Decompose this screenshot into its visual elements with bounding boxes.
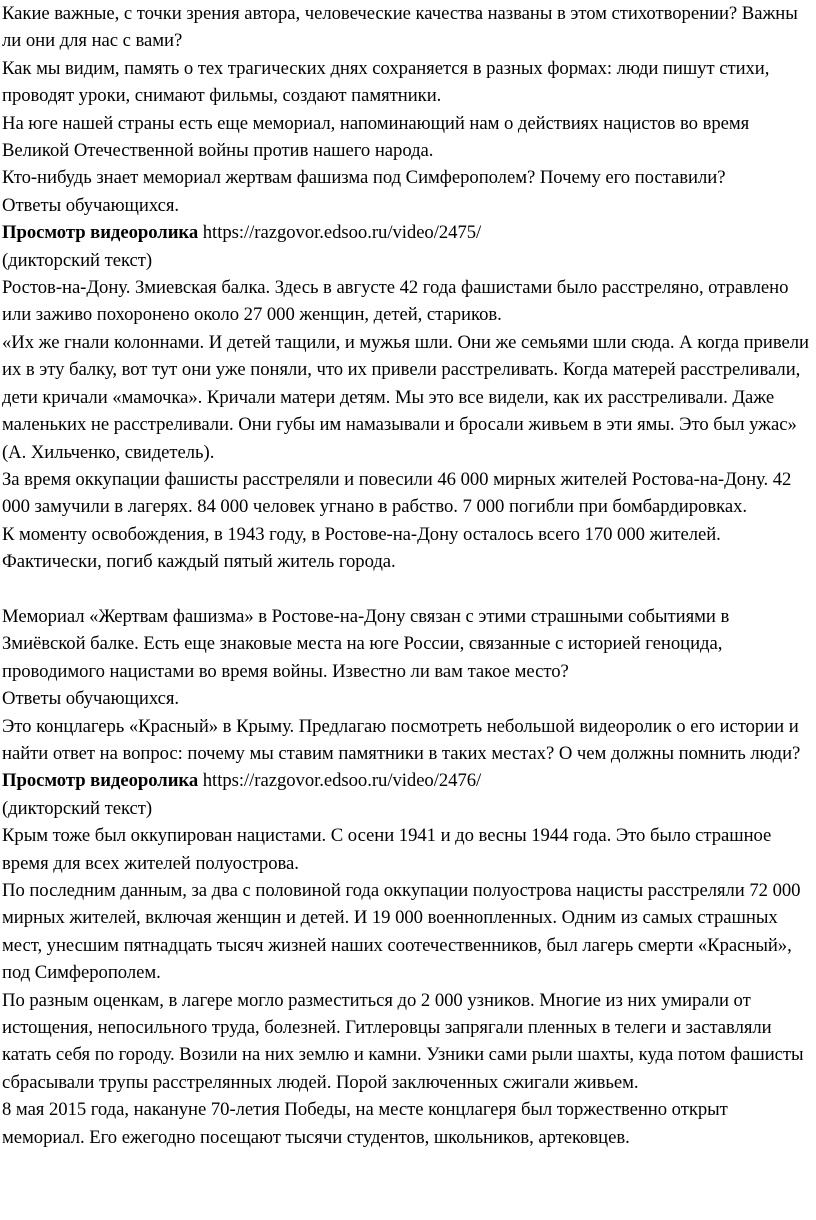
video-url-1[interactable]: https://razgovor.edsoo.ru/video/2475/	[198, 222, 482, 244]
video-label-2: Просмотр видеоролика	[2, 770, 199, 792]
paragraph-question-simferopol: Кто-нибудь знает мемориал жертвам фашизма под Симферополем? Почему его поставили?	[2, 167, 726, 189]
paragraph-crimea-occupation: Крым тоже был оккупирован нацистами. С осени 1941 и до весны 1944 года. Это было страшное время для всех жителей полуострова.	[2, 825, 772, 874]
paragraph-rostov-intro: Ростов-на-Дону. Змиевская балка. Здесь в августе 42 года фашистами было расстреляно, отравлено или заживо похоронено около 27 000 женщин, детей, стариков.	[2, 277, 789, 326]
paragraph-spacer	[2, 576, 812, 603]
paragraph-memorial-opening: 8 мая 2015 года, накануне 70-летия Победы, на месте концлагеря был торжественно открыт мемориал. Его ежегодно посещают тысячи студентов, школьников, артековцев.	[2, 1099, 728, 1148]
paragraph-krasny-camp: Это концлагерь «Красный» в Крыму. Предлагаю посмотреть небольшой видеоролик о его истории и найти ответ на вопрос: почему мы ставим памятники в таких местах? О чем должны помнить люди?	[2, 715, 801, 764]
paragraph-rostov-memorial: Мемориал «Жертвам фашизма» в Ростове-на-Дону связан с этими страшными событиями в Змиёвской балке. Есть еще знаковые места на юге России, связанные с историей геноцида, проводимого нацистами во время войны. Известно ли вам такое место?	[2, 605, 730, 682]
paragraph-crimea-victims: По последним данным, за два с половиной года оккупации полуострова нацисты расстреляли 72 000 мирных жителей, включая женщин и детей. И 19 000 военнопленных. Одним из самых страшных мест, унесшим пятнадцать тысяч жизней наших соотечественников, был лагерь смерти «Красный», под Симферополем.	[2, 879, 801, 984]
paragraph-witness-quote: «Их же гнали колоннами. И детей тащили, и мужья шли. Они же семьями шли сюда. А когда привели их в эту балку, вот тут они уже поняли, что их привели расстреливать. Когда матерей расстреливали, дети кричали «мамочка». Кричали матери детям. Мы это все видели, как их расстреливали. Даже маленьких не расстреливали. Они губы им намазывали и бросали живьем в эти ямы. Это был ужас» (А. Хильченко, свидетель).	[2, 331, 809, 463]
paragraph-south-memorial: На юге нашей страны есть еще мемориал, напоминающий нам о действиях нацистов во время Великой Отечественной войны против нашего народа.	[2, 112, 750, 162]
video-url-2[interactable]: https://razgovor.edsoo.ru/video/2476/	[198, 770, 482, 792]
paragraph-question-qualities: Какие важные, с точки зрения автора, человеческие качества названы в этом стихотворении? Важны ли они для нас с вами?	[2, 3, 798, 52]
paragraph-student-answers: Ответы обучающихся.	[2, 194, 180, 216]
paragraph-liberation: К моменту освобождения, в 1943 году, в Ростове-на-Дону осталось всего 170 000 жителей. Фактически, погиб каждый пятый житель города.	[2, 523, 721, 573]
paragraph-memory-forms: Как мы видим, память о тех трагических днях сохраняется в разных формах: люди пишут стихи, проводят уроки, снимают фильмы, создают памятники.	[2, 57, 770, 107]
paragraph-student-answers-2: Ответы обучающихся.	[2, 688, 180, 710]
paragraph-camp-conditions: По разным оценкам, в лагере могло разместиться до 2 000 узников. Многие из них умирали от истощения, непосильного труда, болезней. Гитлеровцы запрягали пленных в телеги и заставляли катать себя по городу. Возили на них землю и камни. Узники сами рыли шахты, куда потом фашисты сбрасывали трупы расстрелянных людей. Порой заключенных сжигали живьем.	[2, 989, 804, 1093]
video-label-1: Просмотр видеоролика	[2, 222, 199, 244]
paragraph-occupation-stats: За время оккупации фашисты расстреляли и повесили 46 000 мирных жителей Ростова-на-Дону. 42 000 замучили в лагерях. 84 000 человек угнано в рабство. 7 000 погибли при бомбардировках.	[2, 468, 792, 518]
video-line-1	[2, 219, 812, 246]
video-line-2	[2, 767, 812, 794]
video-note-2: (дикторский текст)	[2, 797, 153, 819]
video-note-1: (дикторский текст)	[2, 249, 153, 271]
